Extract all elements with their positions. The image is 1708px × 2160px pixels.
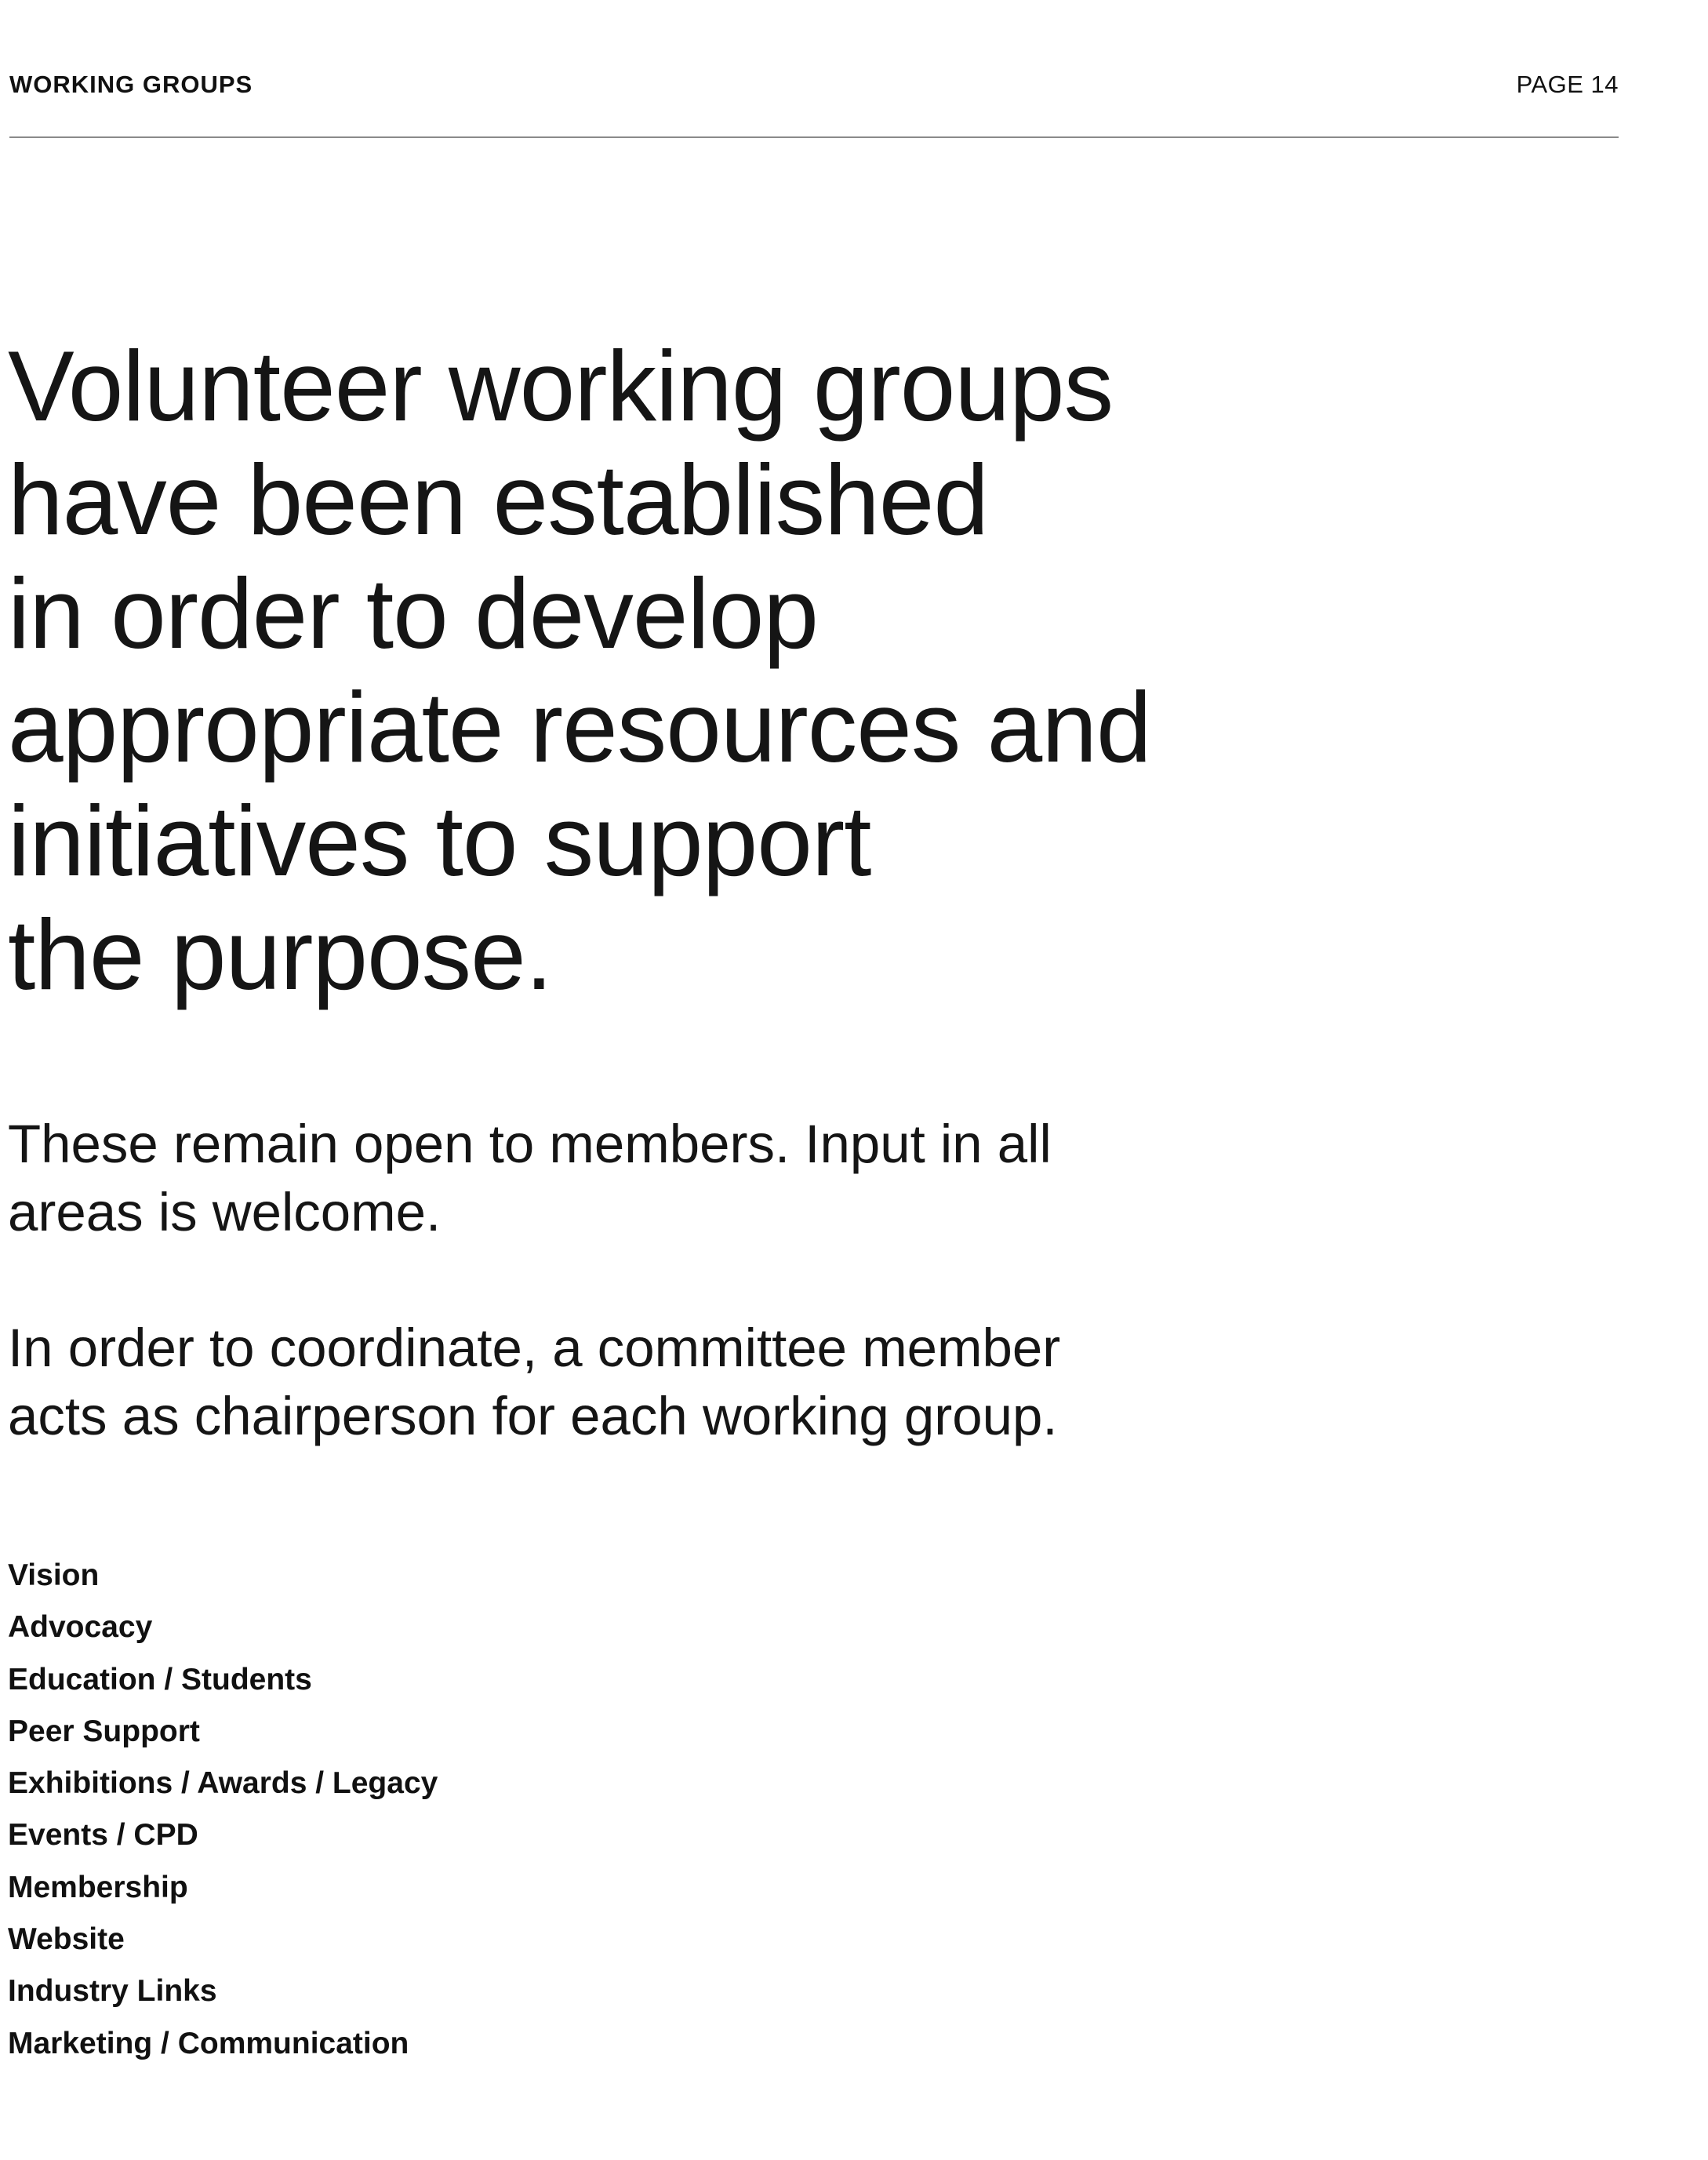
working-group-item: Industry Links (8, 1974, 217, 2009)
section-label: WORKING GROUPS (9, 71, 253, 98)
working-groups-list (8, 1550, 438, 2070)
working-group-item: Events / CPD (8, 1818, 198, 1853)
paragraph-line: In order to coordinate, a committee member (8, 1318, 1061, 1378)
working-group-item: Exhibitions / Awards / Legacy (8, 1766, 438, 1801)
body-paragraph-chairperson (8, 1314, 1263, 1450)
working-group-item: Marketing / Communication (8, 2026, 409, 2060)
working-group-item: Education / Students (8, 1662, 312, 1696)
body-paragraph-membership (8, 1110, 1263, 1246)
working-group-item: Vision (8, 1558, 100, 1592)
headline-line: in order to develop (8, 558, 818, 669)
working-group-item: Membership (8, 1870, 188, 1904)
headline-line: the purpose. (8, 899, 553, 1010)
working-group-item: Advocacy (8, 1610, 153, 1645)
headline-line: appropriate resources and (8, 671, 1151, 783)
paragraph-line: These remain open to members. Input in all (8, 1114, 1052, 1174)
working-group-item: Website (8, 1922, 125, 1957)
working-group-item: Peer Support (8, 1714, 200, 1748)
headline-line: initiatives to support (8, 785, 871, 896)
paragraph-line: areas is welcome. (8, 1182, 442, 1242)
page-header (9, 66, 1619, 104)
headline-line: have been established (8, 444, 988, 555)
headline (8, 329, 1263, 1012)
header-divider (9, 136, 1619, 138)
paragraph-line: acts as chairperson for each working group. (8, 1386, 1058, 1446)
page-number: PAGE 14 (1516, 71, 1619, 98)
headline-line: Volunteer working groups (8, 330, 1114, 442)
